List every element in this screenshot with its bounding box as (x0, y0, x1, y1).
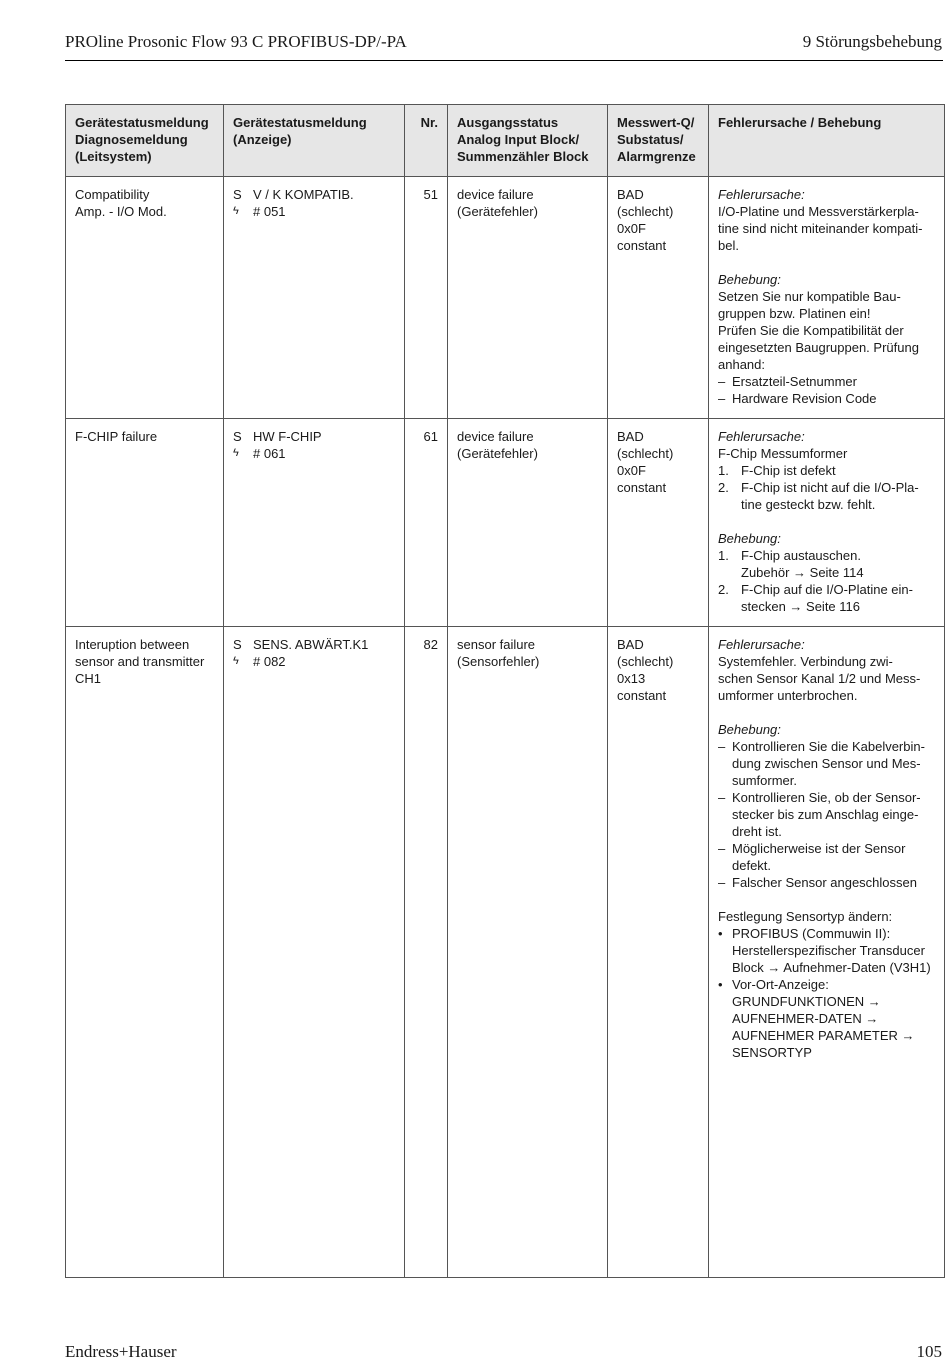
lightning-icon: ϟ (233, 447, 239, 459)
header-section: 9 Störungsbehebung (802, 32, 942, 51)
status-letter: S (233, 187, 242, 202)
list-item (718, 738, 935, 789)
quality-cell (608, 177, 709, 419)
cell-line: I/O-Platine und Messverstärkerpla- (718, 204, 919, 219)
cell-line: (Gerätefehler) (457, 446, 538, 461)
cell-line: sensor and transmitter (75, 654, 205, 669)
cell-line: bel. (718, 238, 739, 253)
output-cell (448, 177, 608, 419)
header-line: Messwert-Q/ (617, 115, 695, 130)
col-header-quality (608, 105, 709, 177)
number-marker: 1. (718, 463, 729, 478)
cell-line: stecker bis zum Anschlag einge- (732, 807, 919, 822)
cell-line: BAD (617, 187, 644, 202)
cell-line: anhand: (718, 357, 765, 372)
header-line: Nr. (420, 115, 438, 130)
cell-line: Block → Aufnehmer-Daten (V3H1) (732, 960, 931, 975)
cell-line: (schlecht) (617, 446, 674, 461)
number-marker: 2. (718, 582, 729, 597)
cell-line: schen Sensor Kanal 1/2 und Mess- (718, 671, 921, 686)
cell-line: Prüfen Sie die Kompatibilität der (718, 323, 904, 338)
status-letter: S (233, 429, 242, 444)
col-header-nr (405, 105, 448, 177)
dash-marker: – (718, 841, 726, 856)
diag-cell (66, 627, 224, 1278)
header-line: Gerätestatusmeldung (75, 115, 209, 130)
list-item (718, 479, 935, 513)
status-letter: S (233, 637, 242, 652)
list-item (718, 925, 935, 976)
cell-line: GRUNDFUNKTIONEN → (732, 994, 881, 1009)
header-line: Ausgangsstatus (457, 115, 559, 130)
table-header-row (66, 105, 945, 177)
cell-line: sensor failure (457, 637, 536, 652)
header-line: Substatus/ (617, 132, 684, 147)
display-cell (224, 419, 405, 627)
cell-line: Kontrollieren Sie, ob der Sensor- (732, 790, 921, 805)
cause-cell (709, 627, 945, 1278)
display-text: V / K KOMPATIB. (253, 187, 354, 202)
cell-line: tine gesteckt bzw. fehlt. (741, 497, 876, 512)
list-item (718, 373, 935, 390)
col-header-diag (66, 105, 224, 177)
output-cell (448, 419, 608, 627)
diag-cell (66, 177, 224, 419)
cell-line: (schlecht) (617, 204, 674, 219)
display-cell (224, 177, 405, 419)
list-item (718, 581, 935, 615)
quality-cell (608, 627, 709, 1278)
header-line: (Anzeige) (233, 132, 292, 147)
list-item (718, 874, 935, 891)
cell-line: constant (617, 238, 667, 253)
bullet-marker: • (718, 926, 723, 941)
cell-line: AUFNEHMER PARAMETER → (732, 1028, 915, 1043)
nr-cell: 61 (405, 419, 448, 627)
page-number: 105 (916, 1342, 942, 1361)
table-row (66, 177, 945, 419)
list-item (718, 789, 935, 840)
dash-marker: – (718, 739, 726, 754)
cell-line: AUFNEHMER-DATEN → (732, 1011, 879, 1026)
header-line: Analog Input Block/ (457, 132, 580, 147)
dash-marker: – (718, 391, 726, 406)
cell-line: Ersatzteil-Setnummer (732, 374, 857, 389)
cell-line: gruppen bzw. Platinen ein! (718, 306, 871, 321)
header-line: Summenzähler Block (457, 149, 589, 164)
cell-line: eingesetzten Baugruppen. Prüfung (718, 340, 919, 355)
cell-line: 0x0F (617, 463, 646, 478)
status-table (65, 104, 945, 1278)
cell-line: BAD (617, 637, 644, 652)
cell-line: Herstellerspezifischer Transducer (732, 943, 925, 958)
cell-line: umformer unterbrochen. (718, 688, 858, 703)
table-row (66, 419, 945, 627)
col-header-cause (709, 105, 945, 177)
cell-line: tine sind nicht miteinander kompati- (718, 221, 923, 236)
cell-line: F-Chip auf die I/O-Platine ein- (741, 582, 913, 597)
cell-line: Setzen Sie nur kompatible Bau- (718, 289, 901, 304)
header-title: PROline Prosonic Flow 93 C PROFIBUS-DP/-PA (65, 32, 407, 51)
lightning-icon: ϟ (233, 205, 239, 217)
number-marker: 2. (718, 480, 729, 495)
cell-line: F-Chip ist nicht auf die I/O-Pla- (741, 480, 919, 495)
cell-line: sumformer. (732, 773, 798, 788)
col-header-display (224, 105, 405, 177)
quality-cell (608, 419, 709, 627)
cell-line: F-Chip ist defekt (741, 463, 836, 478)
cell-line: Vor-Ort-Anzeige: (732, 977, 829, 992)
cell-line: constant (617, 480, 667, 495)
cell-line: (Gerätefehler) (457, 204, 538, 219)
cell-line: Compatibility (75, 187, 150, 202)
list-item (718, 547, 935, 581)
diag-cell (66, 419, 224, 627)
header-line: Diagnosemeldung (75, 132, 188, 147)
cause-label: Fehlerursache: (718, 429, 805, 444)
display-text: HW F-CHIP (253, 429, 322, 444)
page-reference: Zubehör → Seite 114 (741, 565, 864, 580)
cell-line: F-Chip Messumformer (718, 446, 848, 461)
cell-line: CH1 (75, 671, 102, 686)
display-code: # 082 (253, 654, 286, 669)
list-item (718, 390, 935, 407)
display-cell (224, 627, 405, 1278)
cause-cell (709, 177, 945, 419)
nr-cell: 51 (405, 177, 448, 419)
cause-label: Fehlerursache: (718, 187, 805, 202)
page-reference: stecken → Seite 116 (741, 599, 860, 614)
cell-line: dreht ist. (732, 824, 782, 839)
cell-line: Systemfehler. Verbindung zwi- (718, 654, 893, 669)
header-line: Fehlerursache / Behebung (718, 115, 882, 130)
header-line: (Leitsystem) (75, 149, 152, 164)
cell-line: SENSORTYP (732, 1045, 812, 1060)
list-item (718, 462, 935, 479)
fix-label: Behebung: (718, 272, 781, 287)
cell-line: constant (617, 688, 667, 703)
cause-cell (709, 419, 945, 627)
fix-label: Behebung: (718, 722, 781, 737)
output-cell (448, 627, 608, 1278)
footer-brand: Endress+Hauser (65, 1342, 177, 1361)
lightning-icon: ϟ (233, 655, 239, 667)
header-line: Gerätestatusmeldung (233, 115, 367, 130)
cell-line: dung zwischen Sensor und Mes- (732, 756, 921, 771)
cell-line: (Sensorfehler) (457, 654, 540, 669)
dash-marker: – (718, 374, 726, 389)
cell-line: Amp. - I/O Mod. (75, 204, 167, 219)
display-code: # 051 (253, 204, 286, 219)
cell-line: 0x13 (617, 671, 646, 686)
display-text: SENS. ABWÄRT.K1 (253, 637, 369, 652)
cell-line: F-CHIP failure (75, 429, 158, 444)
header-line: Alarmgrenze (617, 149, 696, 164)
cell-line: Möglicherweise ist der Sensor (732, 841, 906, 856)
cell-line: defekt. (732, 858, 772, 873)
cell-line: Falscher Sensor angeschlossen (732, 875, 917, 890)
header-rule (65, 60, 943, 61)
dash-marker: – (718, 790, 726, 805)
dash-marker: – (718, 875, 726, 890)
cell-line: Interuption between (75, 637, 190, 652)
fix-label: Behebung: (718, 531, 781, 546)
bullet-marker: • (718, 977, 723, 992)
cell-line: (schlecht) (617, 654, 674, 669)
cell-line: device failure (457, 429, 534, 444)
cell-line: PROFIBUS (Commuwin II): (732, 926, 891, 941)
cell-line: Kontrollieren Sie die Kabelverbin- (732, 739, 925, 754)
table-row (66, 627, 945, 1278)
list-item (718, 840, 935, 874)
display-code: # 061 (253, 446, 286, 461)
cell-line: F-Chip austauschen. (741, 548, 861, 563)
sensor-type-label: Festlegung Sensortyp ändern: (718, 909, 893, 924)
cell-line: BAD (617, 429, 644, 444)
nr-cell: 82 (405, 627, 448, 1278)
cause-label: Fehlerursache: (718, 637, 805, 652)
cell-line: 0x0F (617, 221, 646, 236)
number-marker: 1. (718, 548, 729, 563)
cell-line: device failure (457, 187, 534, 202)
list-item (718, 976, 935, 1061)
cell-line: Hardware Revision Code (732, 391, 877, 406)
col-header-output (448, 105, 608, 177)
